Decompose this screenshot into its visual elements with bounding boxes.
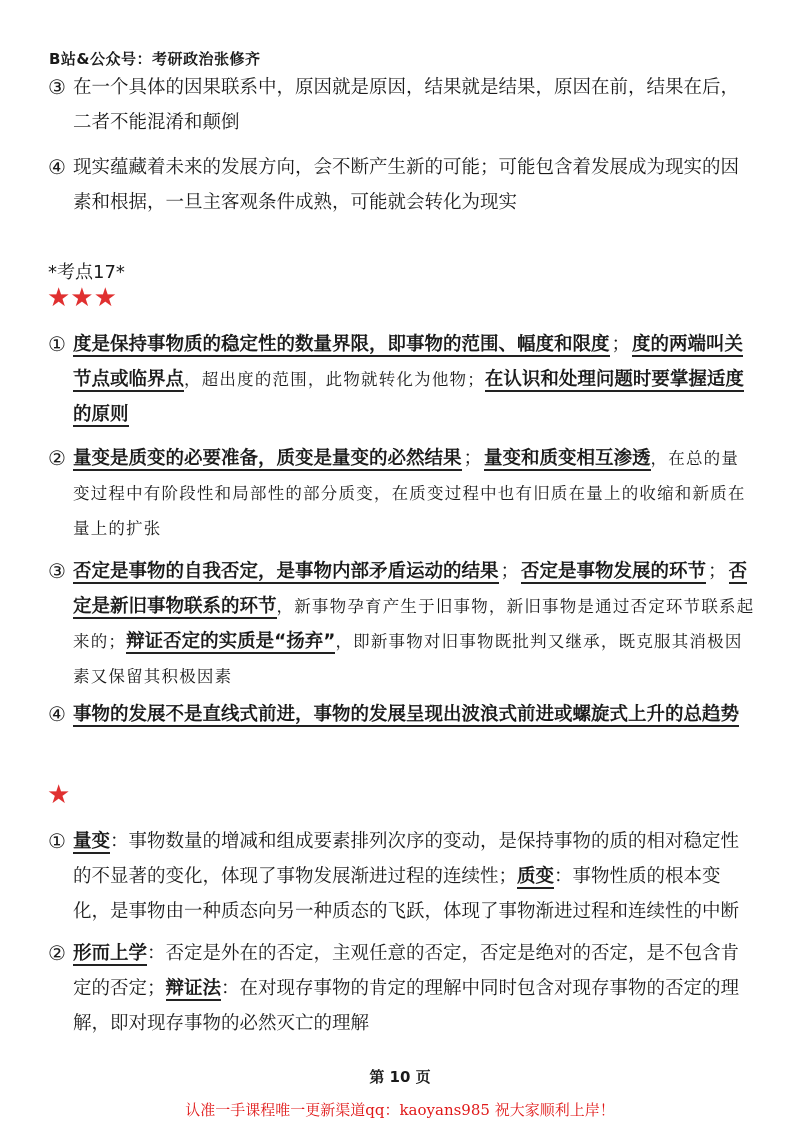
key-term: 质变 (517, 866, 555, 887)
separator: ； (611, 334, 631, 355)
note-text: ，即新事物对旧事物既批判又继承，既克服其消极因素又保留其积极因素 (73, 632, 743, 686)
item-number: ④ (48, 702, 66, 726)
separator: ； (500, 561, 520, 582)
list-item (48, 441, 756, 546)
three-star-rating: ★★★ (47, 283, 117, 313)
definition-text: ：事物性质的根本变化，是事物由一种质态向另一种质态的飞跃，体现了事物渐进过程和连续性的中断 (73, 866, 740, 922)
list-item (48, 327, 756, 432)
list-item (48, 697, 756, 732)
item-number: ① (48, 829, 66, 853)
key-point: 度的两端叫关节点或临界点 (73, 334, 744, 390)
item-number: ③ (48, 559, 66, 583)
key-term: 辩证法 (165, 978, 222, 999)
key-point: 事物的发展不是直线式前进，事物的发展呈现出波浪式前进或螺旋式上升的总趋势 (73, 704, 740, 725)
list-item (48, 70, 756, 140)
page-header: B站&公众号：考研政治张修齐 (49, 50, 261, 68)
definition-text: ：在对现存事物的肯定的理解中同时包含对现存事物的否定的理解，即对现存事物的必然灭亡的理解 (73, 978, 740, 1034)
item-number: ① (48, 332, 66, 356)
key-term: 量变 (73, 831, 111, 852)
item-number: ④ (48, 155, 66, 179)
key-point: 否定是事物的自我否定，是事物内部矛盾运动的结果 (73, 561, 499, 582)
section-label: *考点17* (48, 262, 125, 283)
item-number: ③ (48, 75, 66, 99)
one-star-rating: ★ (47, 780, 71, 810)
page-number: 第 10 页 (369, 1068, 431, 1086)
item-text: 在一个具体的因果联系中，原因就是原因，结果就是结果，原因在前，结果在后，二者不能混淆和颠倒 (73, 77, 740, 133)
key-point: 否定是新旧事物联系的环节 (73, 561, 748, 617)
note-text: ，超出度的范围，此物就转化为他物； (184, 370, 485, 389)
separator: ； (708, 561, 727, 582)
list-item (48, 936, 756, 1041)
key-point: 量变是质变的必要准备，质变是量变的必然结果 (73, 448, 462, 469)
list-item (48, 824, 756, 929)
item-text: 现实蕴藏着未来的发展方向，会不断产生新的可能；可能包含着发展成为现实的因素和根据，一旦主客观条件成熟，可能就会转化为现实 (73, 157, 740, 213)
key-point: 度是保持事物质的稳定性的数量界限，即事物的范围、幅度和限度 (73, 334, 610, 355)
note-text: ，在总的量变过程中有阶段性和局部性的部分质变，在质变过程中也有旧质在量上的收缩和新质在量上的扩张 (73, 449, 746, 538)
key-point: 量变和质变相互渗透 (484, 448, 651, 469)
list-item (48, 554, 756, 694)
footer-notice: 认准一手课程唯一更新渠道qq：kaoyans985 祝大家顺利上岸！ (185, 1101, 615, 1119)
key-point: 否定是事物发展的环节 (521, 561, 707, 582)
key-point: 在认识和处理问题时要掌握适度的原则 (73, 369, 744, 425)
list-item (48, 150, 756, 220)
item-number: ② (48, 446, 66, 470)
definition-text: ：否定是外在的否定，主观任意的否定，否定是绝对的否定，是不包含肯定的否定； (73, 943, 740, 999)
key-point: 辩证否定的实质是“扬弃” (126, 631, 336, 652)
definition-text: ：事物数量的增减和组成要素排列次序的变动，是保持事物的质的相对稳定性的不显著的变化，体现了事物发展渐进过程的连续性； (73, 831, 740, 887)
key-term: 形而上学 (73, 943, 148, 964)
separator: ； (463, 448, 483, 469)
item-number: ② (48, 941, 66, 965)
note-text: ，新事物孕育产生于旧事物，新旧事物是通过否定环节联系起来的； (73, 597, 755, 651)
